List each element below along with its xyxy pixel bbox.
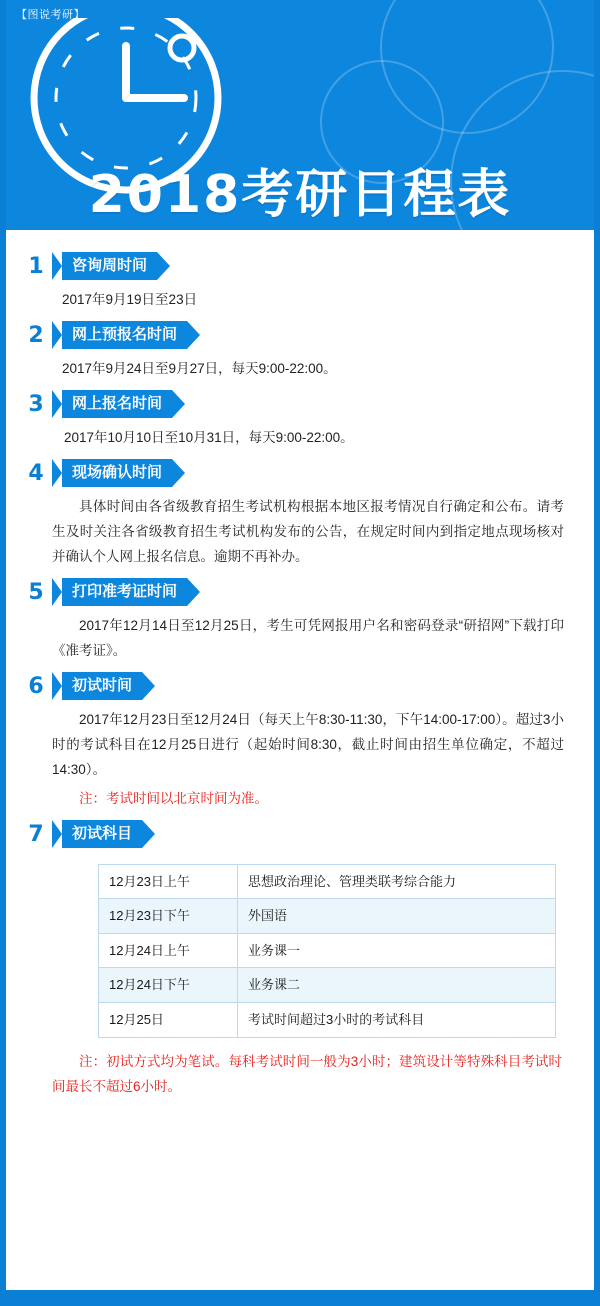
cell-when: 12月24日下午 (99, 968, 238, 1003)
item-label: 初试科目 (62, 820, 142, 848)
item-label: 打印准考证时间 (62, 578, 187, 606)
cell-subject: 思想政治理论、管理类联考综合能力 (238, 864, 556, 899)
ribbon-label (52, 459, 185, 487)
list-item (18, 459, 582, 572)
item-number: 2 (28, 322, 44, 348)
item-number: 6 (28, 673, 44, 699)
ribbon-tail-icon (52, 820, 62, 848)
page-title: 2018考研日程表 (88, 165, 512, 225)
item-number: 3 (28, 391, 44, 417)
ribbon-tail-icon (52, 459, 62, 487)
ribbon-label (52, 252, 170, 280)
ribbon-arrow-icon (157, 252, 170, 280)
ribbon-label (52, 321, 200, 349)
ribbon-label (52, 390, 185, 418)
item-header (18, 252, 582, 286)
ribbon-arrow-icon (187, 578, 200, 606)
cell-subject: 业务课一 (238, 933, 556, 968)
ribbon-arrow-icon (172, 459, 185, 487)
cell-subject: 业务课二 (238, 968, 556, 1003)
item-label: 网上报名时间 (62, 390, 172, 418)
item-number: 5 (28, 579, 44, 605)
cell-when: 12月25日 (99, 1003, 238, 1038)
ribbon-label (52, 578, 200, 606)
table-row (99, 1003, 556, 1038)
cell-subject: 外国语 (238, 899, 556, 934)
exam-schedule-table-wrap (18, 854, 582, 1044)
bottom-bar (6, 1290, 594, 1306)
item-header (18, 321, 582, 355)
item-body: 2017年10月10日至10月31日，每天9:00-22:00。 (64, 429, 354, 445)
footer-note: 注：初试方式均为笔试。每科考试时间一般为3小时；建筑设计等特殊科目考试时间最长不超过6小时。 (52, 1053, 562, 1094)
item-number: 1 (28, 254, 44, 279)
exam-schedule-table (98, 864, 556, 1038)
ribbon-label (52, 672, 155, 700)
item-number: 4 (28, 460, 44, 486)
ribbon-arrow-icon (142, 672, 155, 700)
cell-subject: 考试时间超过3小时的考试科目 (238, 1003, 556, 1038)
item-label: 网上预报名时间 (62, 321, 187, 349)
ribbon-tail-icon (52, 672, 62, 700)
ribbon-tail-icon (52, 390, 62, 418)
cell-when: 12月24日上午 (99, 933, 238, 968)
list-item (18, 321, 582, 384)
item-label: 初试时间 (62, 672, 142, 700)
ribbon-tail-icon (52, 252, 62, 280)
table-row (99, 899, 556, 934)
item-header (18, 459, 582, 493)
list-item (18, 820, 582, 1108)
item-label: 咨询周时间 (62, 252, 157, 280)
item-body: 2017年12月14日至12月25日，考生可凭网报用户名和密码登录“研招网”下载打印《准考证》。 (52, 617, 564, 658)
tagline: 【图说考研】 (16, 9, 85, 21)
item-body: 2017年9月24日至9月27日，每天9:00-22:00。 (62, 360, 337, 376)
ribbon-tail-icon (52, 578, 62, 606)
table-row (99, 864, 556, 899)
item-header (18, 578, 582, 612)
item-number: 7 (28, 821, 44, 847)
item-body: 2017年12月23日至12月24日（每天上午8:30-11:30，下午14:00-17:00）。超过3小时的考试科目在12月25日进行（起始时间8:30，截止时间由招生单位确定，不超过14:30）。 (52, 711, 564, 777)
cell-when: 12月23日下午 (99, 899, 238, 934)
list-item (18, 672, 582, 814)
item-header (18, 820, 582, 854)
poster-body (6, 230, 594, 1134)
item-header (18, 390, 582, 424)
item-note: 注：考试时间以北京时间为准。 (79, 790, 268, 806)
ribbon-tail-icon (52, 321, 62, 349)
item-body: 2017年9月19日至23日 (62, 292, 198, 307)
poster-header (6, 0, 594, 230)
list-item (18, 252, 582, 315)
ribbon-arrow-icon (142, 820, 155, 848)
cell-when: 12月23日上午 (99, 864, 238, 899)
ribbon-arrow-icon (187, 321, 200, 349)
list-item (18, 578, 582, 666)
list-item (18, 390, 582, 453)
item-header (18, 672, 582, 706)
table-row (99, 968, 556, 1003)
item-label: 现场确认时间 (62, 459, 172, 487)
table-row (99, 933, 556, 968)
item-body: 具体时间由各省级教育招生考试机构根据本地区报考情况自行确定和公布。请考生及时关注各省级教育招生考试机构发布的公告，在规定时间内到指定地点现场核对并确认个人网上报名信息。逾期不再补办。 (52, 498, 564, 564)
ribbon-arrow-icon (172, 390, 185, 418)
ribbon-label (52, 820, 155, 848)
